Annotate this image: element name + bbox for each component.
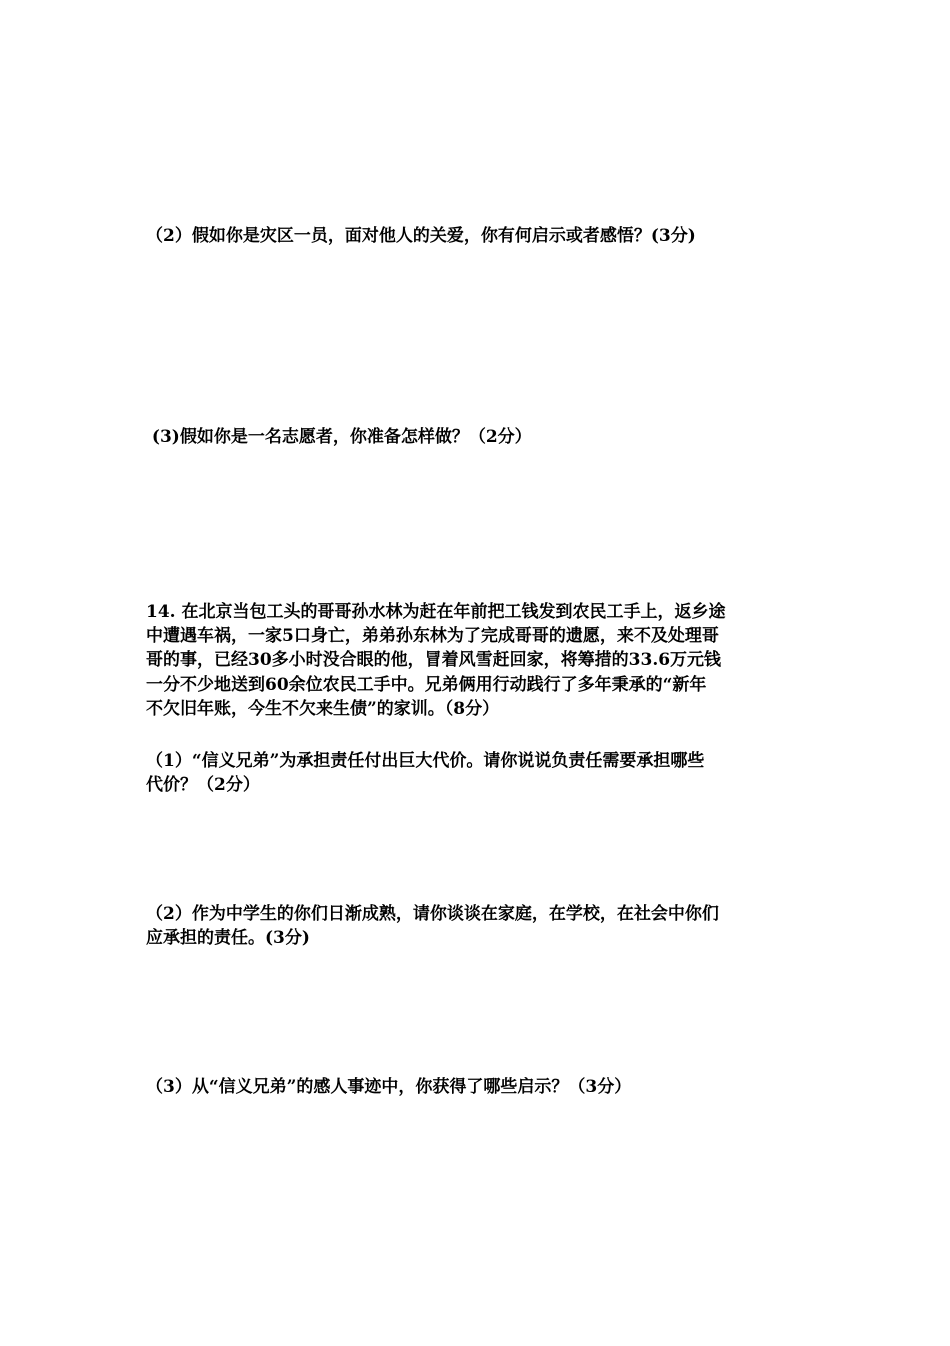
question-14-stem-line: 一分不少地送到60余位农民工手中。兄弟俩用行动践行了多年秉承的“新年 — [146, 674, 707, 695]
question-14-stem-line: 中遭遇车祸，一家5口身亡，弟弟孙东林为了完成哥哥的遗愿，来不及处理哥 — [146, 626, 719, 647]
question-14-stem — [146, 600, 810, 721]
prev-question-sub2: （2）假如你是灾区一员，面对他人的关爱，你有何启示或者感悟？(3分) — [146, 226, 696, 246]
question-14-sub1 — [146, 749, 810, 797]
question-14-sub2-line: （2）作为中学生的你们日渐成熟，请你谈谈在家庭，在学校，在社会中你们 — [146, 904, 719, 924]
question-14-sub3: （3）从“信义兄弟”的感人事迹中，你获得了哪些启示？（3分） — [146, 1077, 632, 1097]
question-14-stem-line: 哥的事，已经30多小时没合眼的他，冒着风雪赶回家，将筹措的33.6万元钱 — [146, 650, 722, 671]
prev-question-sub3: (3)假如你是一名志愿者，你准备怎样做？（2分） — [146, 427, 532, 447]
question-14-sub2 — [146, 902, 810, 950]
question-14-sub1-line: （1）“信义兄弟”为承担责任付出巨大代价。请你说说负责任需要承担哪些 — [146, 751, 705, 771]
question-14-sub2-line: 应承担的责任。(3分) — [146, 928, 310, 949]
question-14-stem-line: 14. 在北京当包工头的哥哥孙水林为赶在年前把工钱发到农民工手上，返乡途 — [146, 602, 726, 622]
question-14-stem-line: 不欠旧年账，今生不欠来生债”的家训。（8分） — [146, 698, 500, 719]
question-14-sub1-line: 代价？（2分） — [146, 775, 260, 796]
